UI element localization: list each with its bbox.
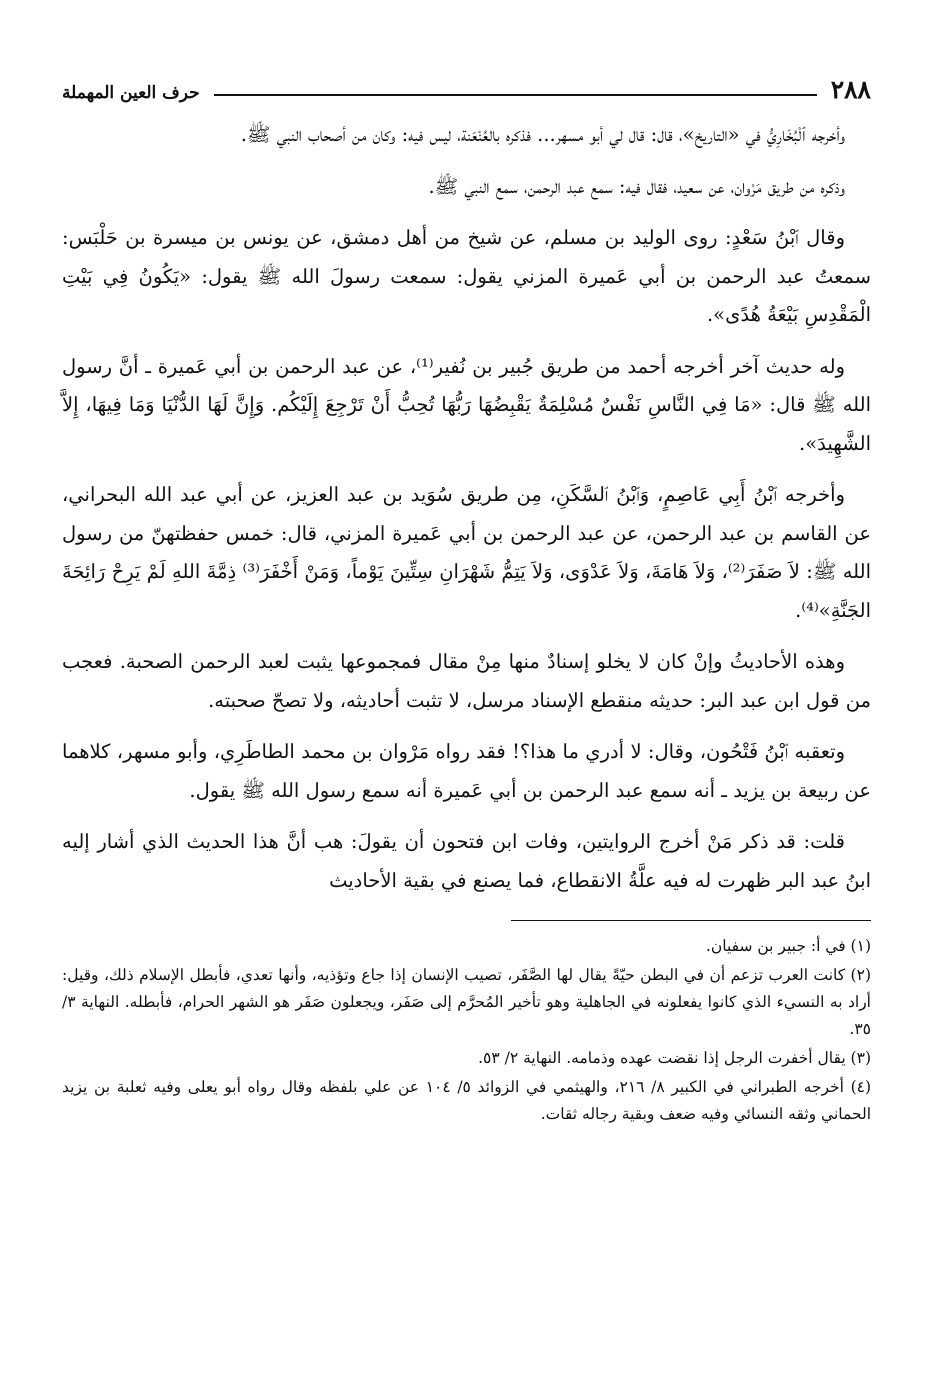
footnote: (٤) أخرجه الطبراني في الكبير ٨/ ٢١٦، والهيثمي في الزوائد ٥/ ١٠٤ عن علي بلفظه وقال رواه أبو يعلى وفيه ثعلبة بن يزيد الحماني وثقه النسائي وفيه ضعف وبقية رجاله ثقات. bbox=[62, 1078, 872, 1123]
paragraph: وأخرجه ٱلْبُخَارِيُّ في «التاريخ»، قال: قال لي أبو مسهر... فذكره بالعُنْعَنة، ليس فيه: وكان من أصحاب النبي ﷺ. bbox=[240, 123, 845, 146]
header-rule bbox=[214, 94, 817, 96]
paragraph: قلت: قد ذكر مَنْ أخرج الروايتين، وفات ابن فتحون أن يقولَ: هب أنَّ هذا الحديث الذي أشار إليه ابنُ عبد البر ظهرت له فيه علَّةُ الانقطاع، فما يصنع في بقية الأحاديث bbox=[62, 830, 871, 892]
paragraph: وقال ٱبْنُ سَعْدٍ: روى الوليد بن مسلم، عن شيخ من أهل دمشق، عن يونس بن ميسرة بن حَلْبَس: سمعتُ عبد الرحمن بن أبي عَميرة المزني يقول: سمعت رسولَ الله ﷺ يقول: «يَكُونُ فِي بَيْتِ الْمَقْدِسِ بَيْعَةُ هُدًى». bbox=[62, 226, 871, 326]
footnote: (٣) يقال أخفرت الرجل إذا نقضت عهده وذمامه. النهاية ٢/ ٥٣. bbox=[478, 1049, 871, 1067]
section-title: حرف العين المهملة bbox=[62, 83, 200, 103]
paragraph: وتعقبه ٱبْنُ فَتْحُون، وقال: لا أدري ما هذا؟! فقد رواه مَرْوان بن محمد الطاطَرِي، وأبو مسهر، كلاهما عن ربيعة بن يزيد ـ أنه سمع عبد الرحمن بن أبي عَميرة أنه سمع رسول الله ﷺ يقول. bbox=[62, 740, 871, 802]
paragraph: وذكره من طريق مَرْوان، عن سعيد، فقال فيه: سمع عبد الرحمن، سمع النبي ﷺ. bbox=[428, 174, 845, 198]
page-number: ٢٨٨ bbox=[830, 75, 871, 104]
paragraph: وهذه الأحاديثُ وإنْ كان لا يخلو إسنادٌ منها مِنْ مقال فمجموعها يثبت لعبد الرحمن الصحبة. فعجب من قول ابن عبد البر: حديثه منقطع الإسناد مرسل، لا تثبت أحاديثه، ولا تصحّ صحبته. bbox=[62, 650, 871, 712]
footnotes bbox=[62, 933, 871, 1128]
footnote: (٢) كانت العرب تزعم أن في البطن حيّةً يقال لها الصَّفَر، تصيب الإنسان إذا جاع وتؤذيه، وأنها تعدي، فأبطل الإسلام ذلك، وقيل: أراد به النسيء الذي كانوا يفعلونه في الجاهلية وهو تأخير المُحرَّم إلى صَفَر، ويجعلون صَفَر هو الشهر الحرام، فأبطله. النهاية ٣/ ٣٥. bbox=[62, 966, 871, 1038]
running-header bbox=[62, 62, 871, 102]
paragraph: وأخرجه ٱبْنُ أَبِي عَاصِمٍ، وَٱبْنُ ٱلسَّكَنِ، مِن طريق سُوَيد بن عبد العزيز، عن أبي عبد الله البحراني، عن القاسم بن عبد الرحمن، عن عبد الرحمن بن أبي عَميرة المزني، قال: خمس حفظتهنّ من رسول الله ﷺ: لاَ صَفَرَ⁽²⁾، وَلاَ هَامَةَ، وَلاَ عَدْوَى، وَلاَ يَتِمُّ شَهْرَانِ سِتِّينَ يَوْماً، وَمَنْ أَخْفَرَ⁽³⁾ ذِمَّةَ اللهِ لَمْ يَرِحْ رَائِحَةَ الجَنَّةِ»⁽⁴⁾. bbox=[62, 483, 871, 622]
main-text bbox=[62, 116, 871, 900]
footnote-separator bbox=[511, 920, 871, 921]
footnote: (١) في أ: جبير بن سفيان. bbox=[705, 937, 871, 955]
paragraph: وله حديث آخر أخرجه أحمد من طريق جُبير بن نُفير⁽¹⁾، عن عبد الرحمن بن أبي عَميرة ـ أنَّ رسول الله ﷺ قال: «مَا فِي النَّاسِ نَفْسٌ مُسْلِمَةٌ يَقْبِضُهَا رَبُّهَا تُحِبُّ أَنْ تَرْجِعَ إِلَيْكُم. وَإِنَّ لَهَا الدُّنْيَا وَمَا فِيهَا، إِلاَّ الشَّهِيدَ». bbox=[62, 354, 871, 455]
